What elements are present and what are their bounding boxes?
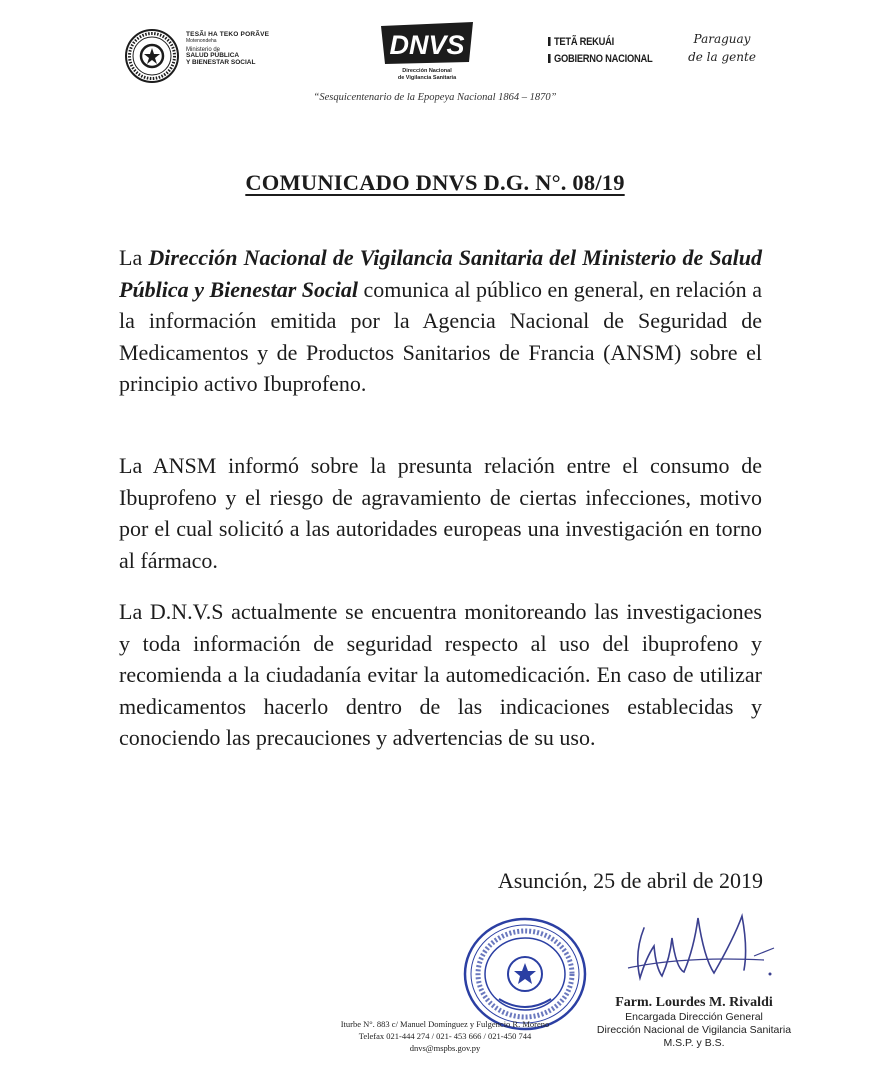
dnvs-subtitle-2: de Vigilancia Sanitaria (397, 74, 457, 81)
paragraph-1-rest: comunica al público en general, en relación a la información emitida por la Agencia Nacional de Seguridad de Medicamentos y de Productos Sanitarios de Francia (ANSM) sobre el principio activo Ibuprofeno. (119, 276, 762, 396)
paragraph-2: La ANSM informó sobre la presunta relación entre el consumo de Ibuprofeno y el riesgo de agravamiento de ciertas infecciones, motivo por el cual solicitó a las autoridades europeas una investigación en torno al fármaco. (119, 453, 762, 573)
paragraph-1-emphasis: Dirección Nacional de Vigilancia Sanitaria del Ministerio de Salud Pública y Bienestar Social (119, 245, 763, 302)
government-brand (548, 34, 678, 68)
gov-line-2: GOBIERNO NACIONAL (553, 53, 653, 65)
signer-role-3: M.S.P. y B.S. (663, 1037, 725, 1049)
motto: “Sesquicentenario de la Epopeya Nacional 1864 – 1870” (313, 92, 557, 103)
ministry-name-line-1: SALUD PÚBLICA (186, 52, 240, 60)
ministry-top-text: TESÃI HA TEKO PORÃVE (186, 31, 270, 38)
contact-info (300, 1018, 590, 1054)
dnvs-subtitle-1: Dirección Nacional (402, 68, 452, 74)
dnvs-logo (372, 18, 482, 90)
contact-phone: Telefax 021-444 274 / 021- 453 666 / 021-450 744 (358, 1031, 532, 1041)
official-stamp-icon (461, 915, 589, 1033)
page-title: COMUNICADO DNVS D.G. N°. 08/19 (245, 170, 625, 195)
ministry-header (124, 28, 294, 86)
paragraph-1 (119, 242, 762, 400)
brand-slogan (672, 30, 772, 66)
signer-role-1: Encargada Dirección General (625, 1011, 763, 1023)
contact-address: Iturbe N°. 883 c/ Manuel Domínguez y Fulgencio R. Moreno (340, 1019, 550, 1029)
ministry-top-subtext: Motenondeha (186, 37, 217, 44)
dnvs-logo-text: DNVS (389, 30, 465, 60)
issue-date: Asunción, 25 de abril de 2019 (497, 868, 763, 893)
ministry-seal-icon (124, 28, 180, 84)
gov-line-2-row (548, 51, 659, 68)
gov-line-1-row (548, 34, 659, 51)
signer-name: Farm. Lourdes M. Rivaldi (615, 995, 773, 1010)
gov-line-1: TETÃ REKUÁI (553, 36, 615, 48)
ministry-name-line-2: Y BIENESTAR SOCIAL (186, 59, 256, 67)
paragraph-1-lead: La (119, 245, 149, 270)
paragraph-3: La D.N.V.S actualmente se encuentra monitoreando las investigaciones y toda información de seguridad respecto al uso del ibuprofeno y recomienda a la ciudadanía evitar la automedicación. En caso de utilizar medicamentos hacerlo dentro de las indicaciones establecidas y conociendo las precauciones y advertencias de su uso. (119, 599, 762, 750)
brand-slogan-2: de la gente (688, 50, 756, 64)
ministry-label: Ministerio de (186, 47, 221, 54)
dnvs-logo-mark (377, 18, 477, 68)
contact-email: dnvs@mspbs.gov.py (409, 1043, 481, 1053)
brand-slogan-1: Paraguay (693, 32, 751, 46)
signature-icon (614, 898, 784, 993)
signer-block (596, 995, 792, 1050)
signer-role-2: Dirección Nacional de Vigilancia Sanitaria (596, 1024, 792, 1036)
